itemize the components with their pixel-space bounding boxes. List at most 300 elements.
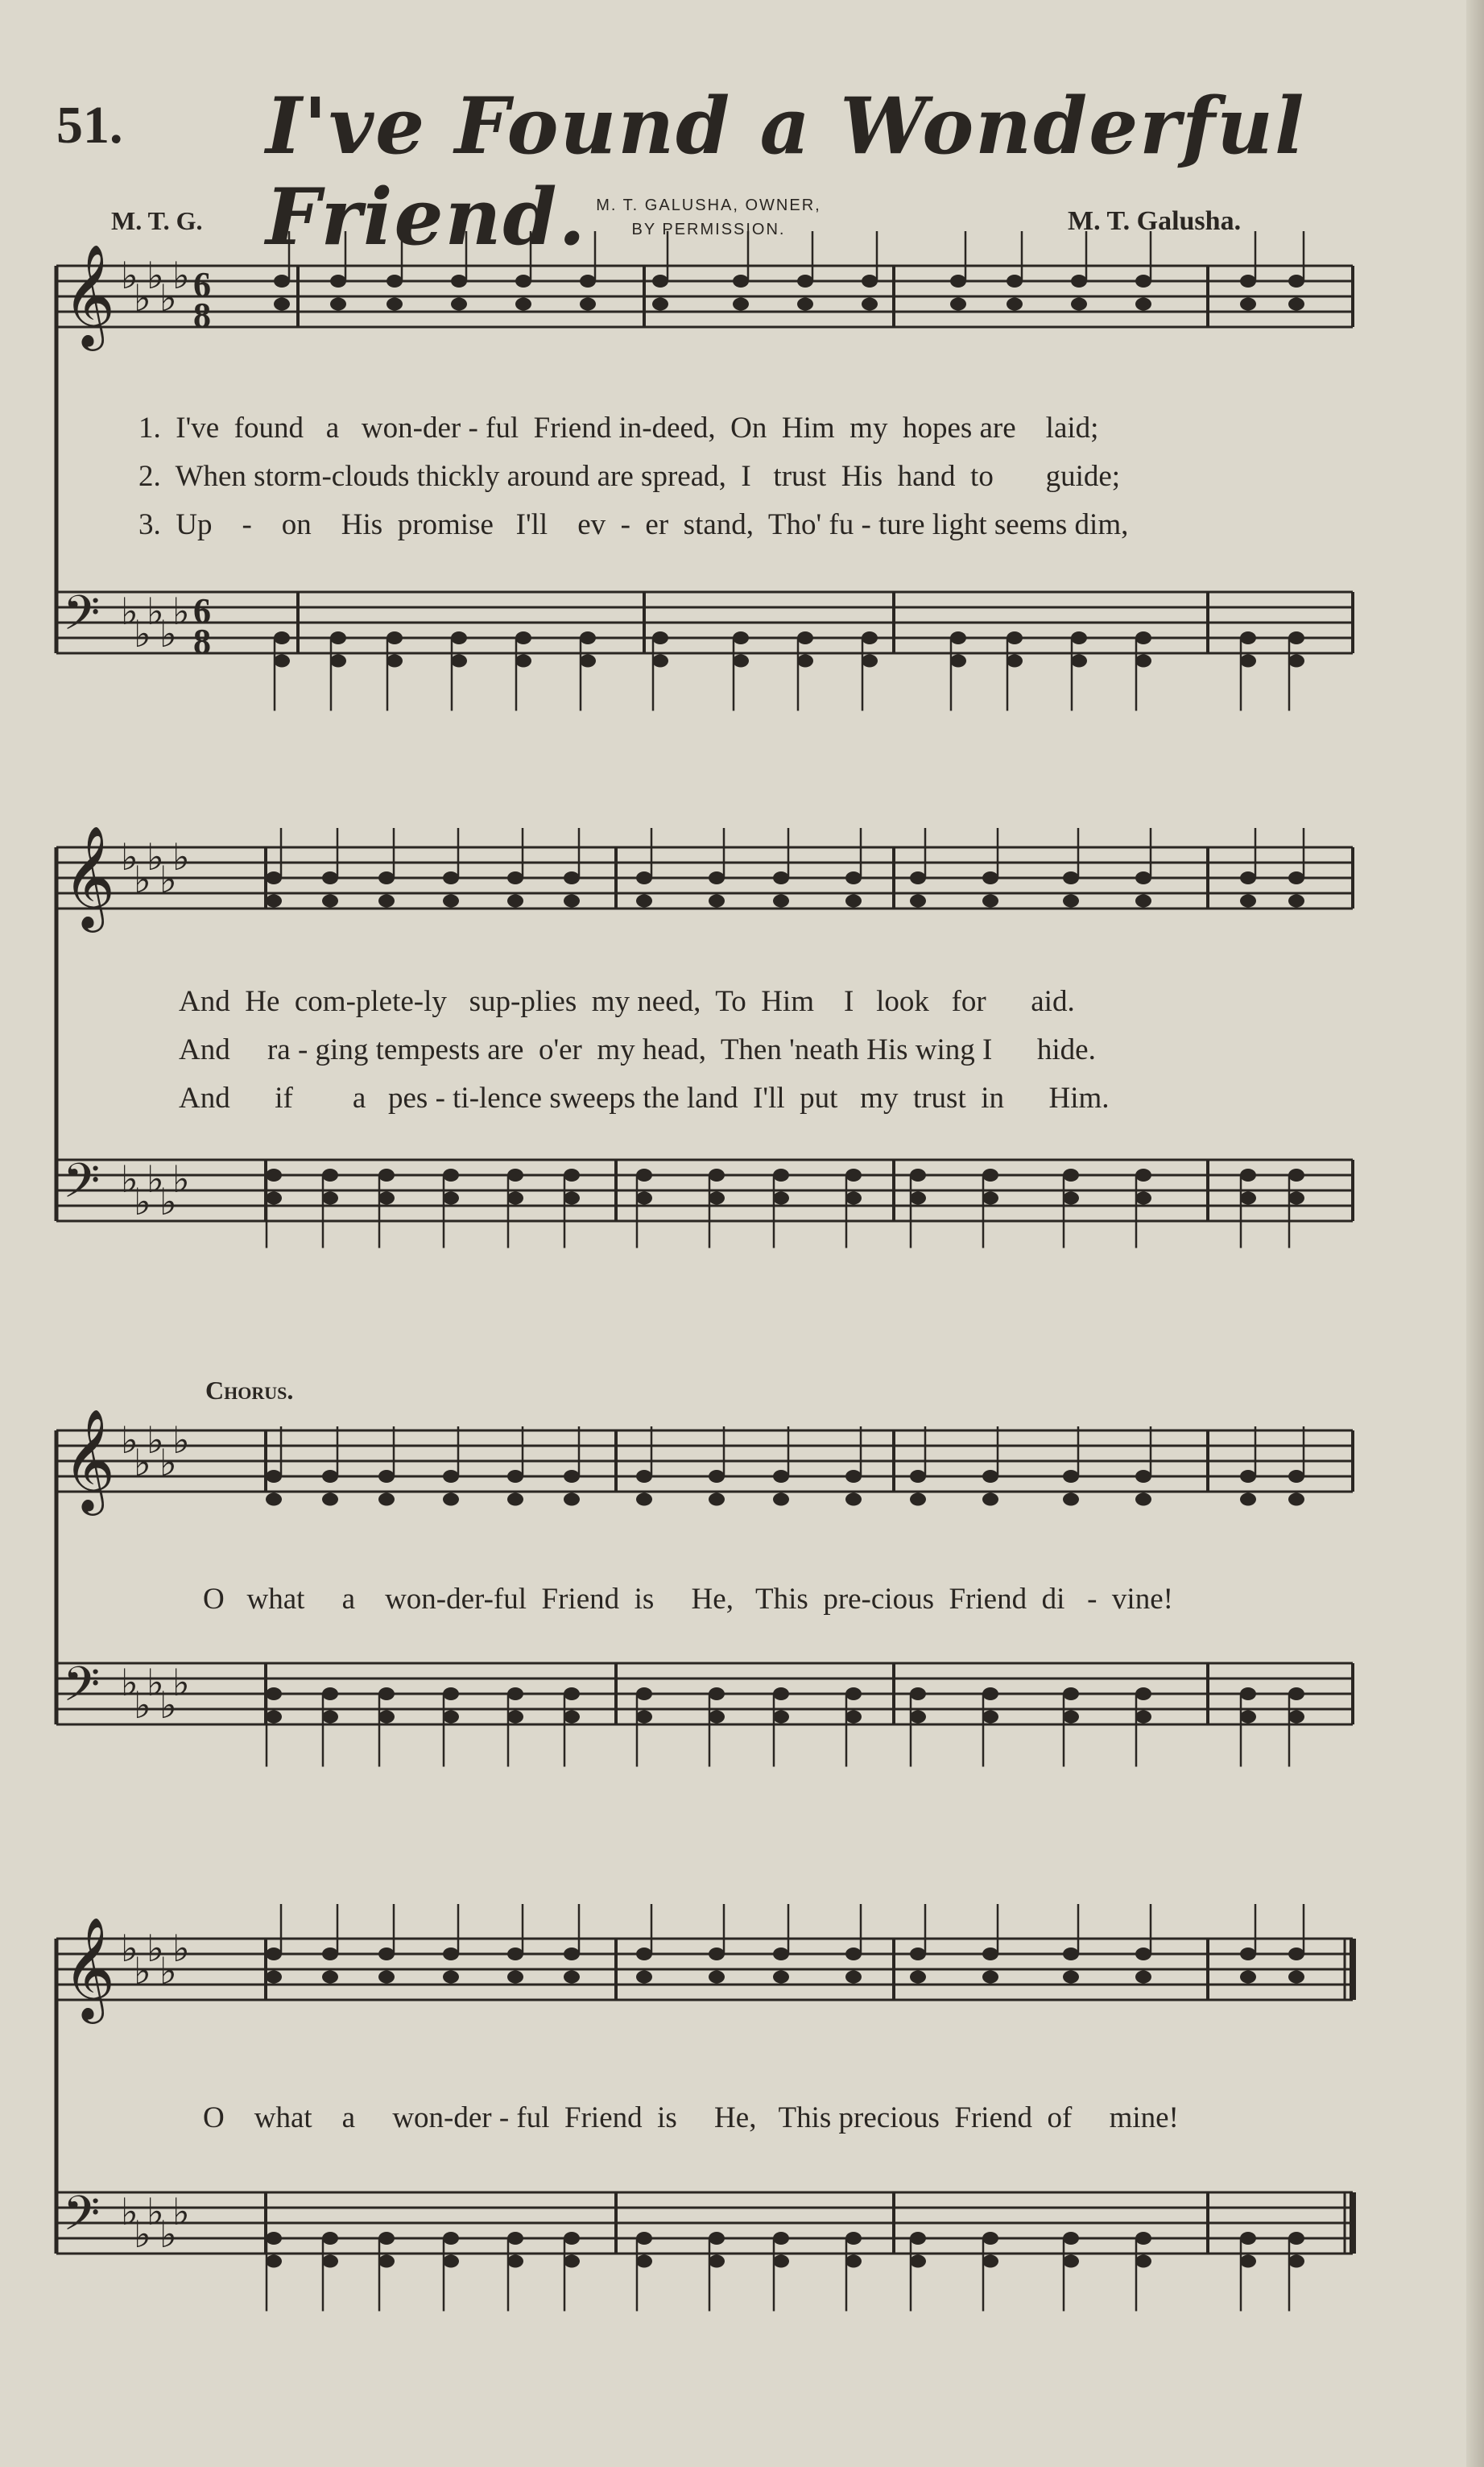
note-head	[982, 1493, 998, 1506]
note-head	[982, 1948, 998, 1960]
flat-sign: ♭	[134, 276, 151, 320]
note-head	[564, 1493, 580, 1506]
note-head	[636, 2255, 652, 2268]
note-head	[709, 1971, 725, 1984]
note-head	[378, 1971, 395, 1984]
flat-sign: ♭	[172, 2190, 190, 2233]
note-head	[773, 1169, 789, 1182]
flat-sign: ♭	[159, 858, 177, 901]
flat-sign: ♭	[172, 590, 190, 633]
note-head	[322, 1948, 338, 1960]
note-head	[797, 655, 813, 668]
note-head	[378, 895, 395, 908]
chorus-label: Chorus.	[205, 1376, 294, 1405]
note-head	[709, 871, 725, 884]
note-head	[266, 1971, 282, 1984]
note-head	[950, 275, 966, 288]
note-head	[797, 275, 813, 288]
note-head	[266, 895, 282, 908]
note-head	[862, 655, 878, 668]
note-head	[564, 2232, 580, 2245]
note-head	[443, 871, 459, 884]
note-head	[845, 1711, 862, 1724]
note-head	[1007, 631, 1023, 644]
note-head	[910, 1470, 926, 1483]
note-head	[1071, 298, 1087, 311]
note-head	[322, 871, 338, 884]
note-head	[845, 1687, 862, 1700]
note-head	[387, 655, 403, 668]
note-head	[515, 275, 531, 288]
note-head	[1288, 275, 1304, 288]
note-head	[773, 1711, 789, 1724]
note-head	[982, 895, 998, 908]
note-head	[1063, 1470, 1079, 1483]
flat-sign: ♭	[134, 858, 151, 901]
note-head	[1135, 1948, 1151, 1960]
note-head	[443, 1169, 459, 1182]
note-head	[322, 1971, 338, 1984]
note-head	[652, 655, 668, 668]
note-head	[274, 655, 290, 668]
note-head	[1007, 275, 1023, 288]
note-head	[515, 631, 531, 644]
note-head	[451, 631, 467, 644]
time-signature-top: 6	[193, 591, 211, 631]
note-head	[266, 1470, 282, 1483]
note-head	[322, 1470, 338, 1483]
verse-3-line-b: And if a pes - ti-lence sweeps the land I'll put my trust in Him.	[179, 1082, 1110, 1115]
note-head	[580, 631, 596, 644]
note-head	[443, 2255, 459, 2268]
note-head	[564, 871, 580, 884]
note-head	[507, 1493, 523, 1506]
flat-sign: ♭	[121, 1927, 138, 1970]
owner-line: M. T. GALUSHA, OWNER,	[596, 197, 821, 214]
note-head	[1288, 2255, 1304, 2268]
note-head	[709, 1470, 725, 1483]
note-head	[387, 275, 403, 288]
note-head	[733, 298, 749, 311]
note-head	[709, 1493, 725, 1506]
note-head	[507, 895, 523, 908]
hymn-title: I've Found a Wonderful Friend.	[266, 81, 1306, 263]
note-head	[507, 2232, 523, 2245]
note-head	[636, 1971, 652, 1984]
note-head	[507, 2255, 523, 2268]
note-head	[982, 1687, 998, 1700]
note-head	[1135, 631, 1151, 644]
note-head	[330, 275, 346, 288]
note-head	[845, 895, 862, 908]
note-head	[709, 2232, 725, 2245]
note-head	[387, 298, 403, 311]
flat-sign: ♭	[147, 1927, 164, 1970]
note-head	[1288, 1493, 1304, 1506]
flat-sign: ♭	[121, 1418, 138, 1462]
note-head	[797, 298, 813, 311]
flat-sign: ♭	[121, 590, 138, 633]
flat-sign: ♭	[134, 1683, 151, 1727]
note-head	[443, 1687, 459, 1700]
note-head	[443, 1711, 459, 1724]
note-head	[910, 895, 926, 908]
note-head	[1240, 275, 1256, 288]
note-head	[507, 871, 523, 884]
note-head	[982, 1971, 998, 1984]
flat-sign: ♭	[159, 612, 177, 656]
note-head	[1135, 1169, 1151, 1182]
verse-2-line-a: 2. When storm-clouds thickly around are spread, I trust His hand to guide;	[138, 460, 1121, 493]
note-head	[564, 1711, 580, 1724]
treble-clef: 𝄞	[63, 1408, 116, 1511]
note-head	[378, 1192, 395, 1205]
note-head	[1071, 655, 1087, 668]
treble-clef: 𝄞	[63, 825, 116, 928]
note-head	[773, 1948, 789, 1960]
note-head	[1288, 1971, 1304, 1984]
note-head	[1240, 1192, 1256, 1205]
note-head	[274, 298, 290, 311]
flat-sign: ♭	[134, 1441, 151, 1484]
note-head	[564, 1687, 580, 1700]
note-head	[845, 1493, 862, 1506]
note-head	[274, 275, 290, 288]
flat-sign: ♭	[159, 1949, 177, 1993]
note-head	[266, 871, 282, 884]
note-head	[1071, 275, 1087, 288]
flat-sign: ♭	[172, 254, 190, 297]
note-head	[709, 2255, 725, 2268]
note-head	[773, 2232, 789, 2245]
flat-sign: ♭	[159, 1441, 177, 1484]
note-head	[1063, 1493, 1079, 1506]
note-head	[1240, 298, 1256, 311]
note-head	[1240, 1169, 1256, 1182]
note-head	[443, 895, 459, 908]
note-head	[950, 298, 966, 311]
verse-1-line-b: And He com-plete-ly sup-plies my need, To Him I look for aid.	[179, 985, 1075, 1018]
note-head	[1135, 895, 1151, 908]
note-head	[845, 1470, 862, 1483]
note-head	[330, 298, 346, 311]
note-head	[451, 298, 467, 311]
note-head	[733, 275, 749, 288]
note-head	[1063, 871, 1079, 884]
note-head	[322, 1192, 338, 1205]
note-head	[507, 1711, 523, 1724]
note-head	[652, 298, 668, 311]
note-head	[845, 1971, 862, 1984]
note-head	[1288, 2232, 1304, 2245]
note-head	[1007, 655, 1023, 668]
note-head	[1063, 2232, 1079, 2245]
flat-sign: ♭	[121, 1157, 138, 1201]
note-head	[982, 1169, 998, 1182]
note-head	[773, 895, 789, 908]
verse-3-line-a: 3. Up - on His promise I'll ev - er stand, Tho' fu - ture light seems dim,	[138, 508, 1129, 541]
bass-clef: 𝄢	[63, 1153, 101, 1220]
note-head	[1240, 1971, 1256, 1984]
note-head	[564, 1192, 580, 1205]
flat-sign: ♭	[147, 590, 164, 633]
note-head	[636, 895, 652, 908]
note-head	[910, 1971, 926, 1984]
flat-sign: ♭	[172, 1661, 190, 1704]
note-head	[378, 1948, 395, 1960]
note-head	[1240, 655, 1256, 668]
note-head	[1063, 1169, 1079, 1182]
note-head	[1240, 1470, 1256, 1483]
note-head	[773, 2255, 789, 2268]
note-head	[266, 2232, 282, 2245]
verse-1-line-a: 1. I've found a won-der - ful Friend in-deed, On Him my hopes are laid;	[138, 412, 1099, 445]
note-head	[1288, 1687, 1304, 1700]
note-head	[709, 895, 725, 908]
hymn-number: 51.	[56, 96, 123, 155]
note-head	[507, 1169, 523, 1182]
flat-sign: ♭	[172, 1157, 190, 1201]
note-head	[910, 1711, 926, 1724]
note-head	[845, 871, 862, 884]
flat-sign: ♭	[121, 835, 138, 879]
bass-clef: 𝄢	[63, 2185, 101, 2253]
note-head	[636, 1192, 652, 1205]
verse-2-line-b: And ra - ging tempests are o'er my head, Then 'neath His wing I hide.	[179, 1033, 1096, 1066]
note-head	[564, 1169, 580, 1182]
note-head	[1240, 2255, 1256, 2268]
note-head	[910, 1687, 926, 1700]
note-head	[1288, 655, 1304, 668]
note-head	[709, 1687, 725, 1700]
note-head	[773, 1687, 789, 1700]
note-head	[910, 1948, 926, 1960]
note-head	[1063, 895, 1079, 908]
note-head	[507, 1192, 523, 1205]
composer: M. T. Galusha.	[1068, 206, 1242, 236]
note-head	[378, 1470, 395, 1483]
note-head	[862, 298, 878, 311]
note-head	[330, 631, 346, 644]
flat-sign: ♭	[147, 2190, 164, 2233]
note-head	[910, 1192, 926, 1205]
note-head	[797, 631, 813, 644]
note-head	[1288, 1169, 1304, 1182]
flat-sign: ♭	[159, 1180, 177, 1223]
flat-sign: ♭	[147, 1661, 164, 1704]
note-head	[1240, 871, 1256, 884]
time-signature-bottom: 8	[193, 296, 211, 335]
note-head	[443, 1971, 459, 1984]
note-head	[515, 655, 531, 668]
note-head	[773, 1470, 789, 1483]
note-head	[378, 871, 395, 884]
note-head	[451, 275, 467, 288]
note-head	[378, 2232, 395, 2245]
note-head	[507, 1948, 523, 1960]
chorus-line-1: O what a won-der-ful Friend is He, This pre-cious Friend di - vine!	[203, 1583, 1173, 1616]
note-head	[1135, 2255, 1151, 2268]
chorus-line-2: O what a won-der - ful Friend is He, This precious Friend of mine!	[203, 2101, 1179, 2134]
note-head	[274, 631, 290, 644]
note-head	[266, 1687, 282, 1700]
flat-sign: ♭	[159, 2212, 177, 2256]
note-head	[1135, 1493, 1151, 1506]
author-initials: M. T. G.	[111, 206, 203, 235]
note-head	[910, 871, 926, 884]
note-head	[845, 1169, 862, 1182]
note-head	[378, 2255, 395, 2268]
note-head	[982, 1192, 998, 1205]
note-head	[1135, 1192, 1151, 1205]
note-head	[636, 871, 652, 884]
note-head	[443, 2232, 459, 2245]
flat-sign: ♭	[172, 835, 190, 879]
note-head	[443, 1192, 459, 1205]
note-head	[564, 1948, 580, 1960]
treble-clef: 𝄞	[63, 1916, 116, 2019]
note-head	[1288, 1948, 1304, 1960]
note-head	[322, 2232, 338, 2245]
note-head	[862, 275, 878, 288]
note-head	[1135, 1687, 1151, 1700]
note-head	[1240, 1711, 1256, 1724]
note-head	[982, 2255, 998, 2268]
note-head	[950, 655, 966, 668]
note-head	[636, 1687, 652, 1700]
flat-sign: ♭	[134, 1180, 151, 1223]
flat-sign: ♭	[147, 1418, 164, 1462]
note-head	[1240, 1493, 1256, 1506]
note-head	[1063, 1948, 1079, 1960]
note-head	[1288, 895, 1304, 908]
note-head	[1135, 1470, 1151, 1483]
note-head	[1288, 1711, 1304, 1724]
note-head	[636, 1470, 652, 1483]
note-head	[636, 1948, 652, 1960]
note-head	[733, 655, 749, 668]
note-head	[910, 2232, 926, 2245]
note-head	[1063, 1711, 1079, 1724]
note-head	[862, 631, 878, 644]
note-head	[451, 655, 467, 668]
note-head	[387, 631, 403, 644]
note-head	[580, 655, 596, 668]
flat-sign: ♭	[147, 254, 164, 297]
note-head	[266, 1711, 282, 1724]
note-head	[1288, 871, 1304, 884]
flat-sign: ♭	[121, 254, 138, 297]
note-head	[1135, 1711, 1151, 1724]
note-head	[709, 1948, 725, 1960]
note-head	[378, 1711, 395, 1724]
note-head	[982, 1470, 998, 1483]
note-head	[1135, 655, 1151, 668]
flat-sign: ♭	[134, 2212, 151, 2256]
note-head	[1240, 2232, 1256, 2245]
note-head	[845, 2232, 862, 2245]
time-signature-bottom: 8	[193, 622, 211, 661]
note-head	[845, 2255, 862, 2268]
flat-sign: ♭	[159, 276, 177, 320]
note-head	[636, 2232, 652, 2245]
note-head	[709, 1169, 725, 1182]
flat-sign: ♭	[172, 1418, 190, 1462]
note-head	[1240, 631, 1256, 644]
flat-sign: ♭	[121, 1661, 138, 1704]
note-head	[773, 871, 789, 884]
note-head	[1135, 275, 1151, 288]
note-head	[564, 1470, 580, 1483]
note-head	[845, 1948, 862, 1960]
note-head	[580, 298, 596, 311]
note-head	[322, 1687, 338, 1700]
flat-sign: ♭	[159, 1683, 177, 1727]
note-head	[266, 1948, 282, 1960]
note-head	[1135, 871, 1151, 884]
note-head	[443, 1948, 459, 1960]
note-head	[443, 1493, 459, 1506]
note-head	[1288, 631, 1304, 644]
note-head	[378, 1687, 395, 1700]
note-head	[1063, 1687, 1079, 1700]
note-head	[1240, 1687, 1256, 1700]
note-head	[1007, 298, 1023, 311]
note-head	[507, 1971, 523, 1984]
treble-clef: 𝄞	[63, 243, 116, 346]
note-head	[652, 275, 668, 288]
note-head	[322, 1711, 338, 1724]
note-head	[322, 1493, 338, 1506]
flat-sign: ♭	[121, 2190, 138, 2233]
note-head	[266, 1169, 282, 1182]
note-head	[636, 1711, 652, 1724]
note-head	[1071, 631, 1087, 644]
time-signature-top: 6	[193, 265, 211, 304]
note-head	[1135, 2232, 1151, 2245]
note-head	[266, 2255, 282, 2268]
note-head	[507, 1470, 523, 1483]
flat-sign: ♭	[147, 1157, 164, 1201]
note-head	[950, 631, 966, 644]
note-head	[564, 895, 580, 908]
note-head	[773, 1493, 789, 1506]
note-head	[515, 298, 531, 311]
note-head	[733, 631, 749, 644]
note-head	[982, 871, 998, 884]
note-head	[443, 1470, 459, 1483]
note-head	[564, 1971, 580, 1984]
note-head	[636, 1493, 652, 1506]
note-head	[773, 1971, 789, 1984]
note-head	[982, 1711, 998, 1724]
note-head	[378, 1493, 395, 1506]
note-head	[910, 1169, 926, 1182]
flat-sign: ♭	[147, 835, 164, 879]
note-head	[1288, 298, 1304, 311]
note-head	[330, 655, 346, 668]
note-head	[1135, 1971, 1151, 1984]
note-head	[1240, 1948, 1256, 1960]
note-head	[378, 1169, 395, 1182]
flat-sign: ♭	[134, 1949, 151, 1993]
note-head	[845, 1192, 862, 1205]
permission-line: BY PERMISSION.	[631, 221, 786, 238]
note-head	[652, 631, 668, 644]
note-head	[322, 895, 338, 908]
note-head	[910, 1493, 926, 1506]
note-head	[266, 1493, 282, 1506]
